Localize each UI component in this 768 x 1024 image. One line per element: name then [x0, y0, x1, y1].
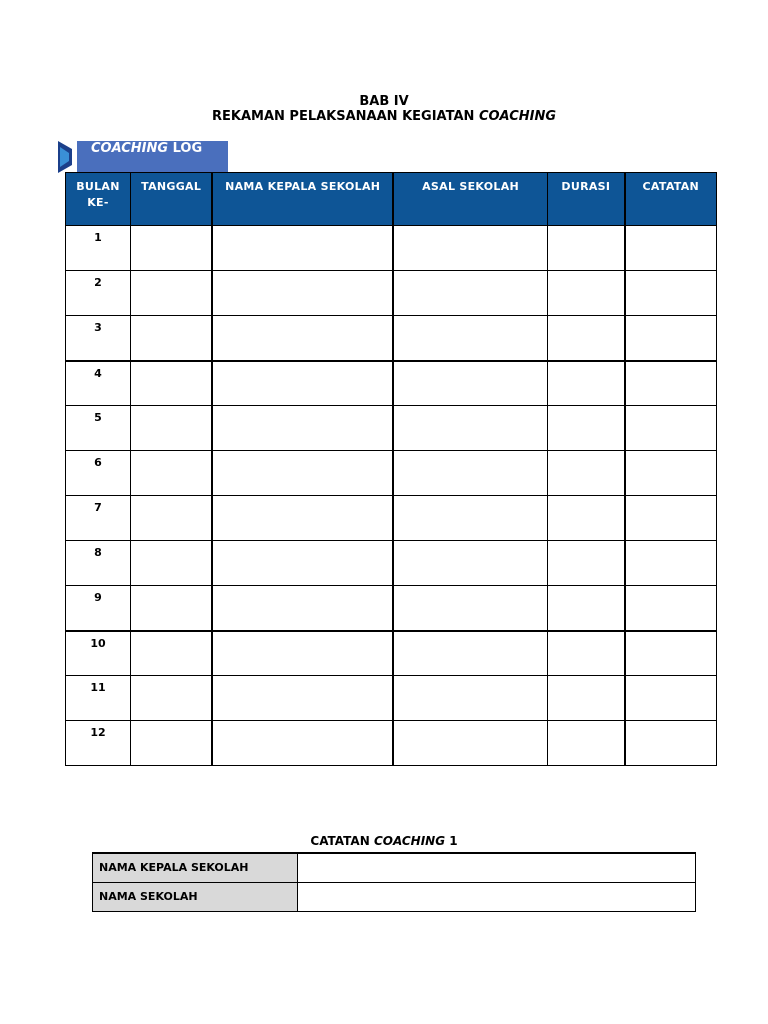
cell-nama-kepala-sekolah[interactable]	[212, 676, 393, 721]
cell-tanggal[interactable]	[130, 406, 212, 451]
field-nama-kepala-sekolah[interactable]	[298, 853, 696, 882]
label-nama-sekolah: NAMA SEKOLAH	[93, 882, 298, 911]
cell-bulan: 1	[66, 226, 131, 271]
cell-durasi[interactable]	[548, 496, 625, 541]
cell-bulan: 5	[66, 406, 131, 451]
section-title-italic: COACHING	[478, 109, 556, 124]
table-header-row	[66, 173, 717, 226]
cell-durasi[interactable]	[548, 271, 625, 316]
cell-asal-sekolah[interactable]	[393, 631, 548, 676]
label-nama-kepala-sekolah: NAMA KEPALA SEKOLAH	[93, 853, 298, 882]
section-title	[0, 109, 768, 124]
cell-asal-sekolah[interactable]	[393, 316, 548, 361]
cell-tanggal[interactable]	[130, 361, 212, 406]
cell-nama-kepala-sekolah[interactable]	[212, 316, 393, 361]
cell-bulan: 6	[66, 451, 131, 496]
cell-bulan: 12	[66, 721, 131, 766]
cell-catatan[interactable]	[625, 271, 717, 316]
table-row	[66, 496, 717, 541]
banner-label	[77, 141, 228, 173]
cell-tanggal[interactable]	[130, 676, 212, 721]
cell-catatan[interactable]	[625, 541, 717, 586]
notes-title-suffix: 1	[445, 834, 458, 848]
cell-asal-sekolah[interactable]	[393, 361, 548, 406]
section-title-text: REKAMAN PELAKSANAAN KEGIATAN	[212, 109, 479, 124]
cell-asal-sekolah[interactable]	[393, 721, 548, 766]
cell-nama-kepala-sekolah[interactable]	[212, 271, 393, 316]
cell-catatan[interactable]	[625, 316, 717, 361]
table-row	[66, 406, 717, 451]
cell-nama-kepala-sekolah[interactable]	[212, 361, 393, 406]
cell-nama-kepala-sekolah[interactable]	[212, 631, 393, 676]
table-row	[66, 226, 717, 271]
cell-asal-sekolah[interactable]	[393, 406, 548, 451]
table-row	[66, 451, 717, 496]
banner-label-text: LOG	[168, 141, 203, 156]
header-asal-sekolah: ASAL SEKOLAH	[393, 173, 548, 226]
cell-asal-sekolah[interactable]	[393, 586, 548, 631]
header-bulan: BULAN KE-	[66, 173, 131, 226]
cell-asal-sekolah[interactable]	[393, 226, 548, 271]
chapter-title: BAB IV	[359, 94, 409, 109]
table-row	[66, 361, 717, 406]
cell-durasi[interactable]	[548, 676, 625, 721]
notes-title	[0, 834, 768, 848]
cell-tanggal[interactable]	[130, 226, 212, 271]
cell-tanggal[interactable]	[130, 631, 212, 676]
cell-durasi[interactable]	[548, 721, 625, 766]
field-nama-sekolah[interactable]	[298, 882, 696, 911]
coaching-log-table	[65, 172, 717, 766]
header-durasi: DURASI	[548, 173, 625, 226]
cell-durasi[interactable]	[548, 316, 625, 361]
cell-catatan[interactable]	[625, 586, 717, 631]
cell-bulan: 3	[66, 316, 131, 361]
cell-catatan[interactable]	[625, 496, 717, 541]
cell-catatan[interactable]	[625, 361, 717, 406]
cell-tanggal[interactable]	[130, 721, 212, 766]
notes-row-principal	[93, 853, 696, 882]
notes-title-text: CATATAN	[310, 834, 374, 848]
cell-asal-sekolah[interactable]	[393, 496, 548, 541]
cell-tanggal[interactable]	[130, 271, 212, 316]
cell-asal-sekolah[interactable]	[393, 676, 548, 721]
cell-catatan[interactable]	[625, 226, 717, 271]
cell-durasi[interactable]	[548, 541, 625, 586]
header-catatan: CATATAN	[625, 173, 717, 226]
cell-catatan[interactable]	[625, 676, 717, 721]
cell-durasi[interactable]	[548, 406, 625, 451]
cell-asal-sekolah[interactable]	[393, 271, 548, 316]
cell-tanggal[interactable]	[130, 496, 212, 541]
cell-bulan: 9	[66, 586, 131, 631]
header-tanggal: TANGGAL	[130, 173, 212, 226]
cell-durasi[interactable]	[548, 361, 625, 406]
cell-catatan[interactable]	[625, 451, 717, 496]
table-row	[66, 316, 717, 361]
cell-nama-kepala-sekolah[interactable]	[212, 451, 393, 496]
table-row	[66, 631, 717, 676]
cell-nama-kepala-sekolah[interactable]	[212, 226, 393, 271]
cell-asal-sekolah[interactable]	[393, 451, 548, 496]
cell-tanggal[interactable]	[130, 451, 212, 496]
table-row	[66, 586, 717, 631]
cell-nama-kepala-sekolah[interactable]	[212, 586, 393, 631]
cell-tanggal[interactable]	[130, 541, 212, 586]
cell-nama-kepala-sekolah[interactable]	[212, 721, 393, 766]
notes-title-italic: COACHING	[373, 834, 446, 848]
cell-durasi[interactable]	[548, 586, 625, 631]
cell-bulan: 2	[66, 271, 131, 316]
notes-table	[92, 852, 696, 912]
banner-label-italic: COACHING	[91, 141, 169, 156]
cell-catatan[interactable]	[625, 631, 717, 676]
cell-durasi[interactable]	[548, 631, 625, 676]
cell-bulan: 10	[66, 631, 131, 676]
table-row	[66, 271, 717, 316]
notes-row-school	[93, 882, 696, 911]
cell-asal-sekolah[interactable]	[393, 541, 548, 586]
cell-nama-kepala-sekolah[interactable]	[212, 406, 393, 451]
cell-bulan: 8	[66, 541, 131, 586]
banner-chevron-icon	[58, 141, 76, 173]
cell-durasi[interactable]	[548, 451, 625, 496]
cell-catatan[interactable]	[625, 721, 717, 766]
cell-nama-kepala-sekolah[interactable]	[212, 541, 393, 586]
cell-tanggal[interactable]	[130, 316, 212, 361]
cell-tanggal[interactable]	[130, 586, 212, 631]
table-row	[66, 541, 717, 586]
cell-durasi[interactable]	[548, 226, 625, 271]
cell-bulan: 4	[66, 361, 131, 406]
header-nama-kepala-sekolah: NAMA KEPALA SEKOLAH	[212, 173, 393, 226]
cell-bulan: 7	[66, 496, 131, 541]
cell-catatan[interactable]	[625, 406, 717, 451]
table-row	[66, 721, 717, 766]
cell-bulan: 11	[66, 676, 131, 721]
cell-nama-kepala-sekolah[interactable]	[212, 496, 393, 541]
table-row	[66, 676, 717, 721]
